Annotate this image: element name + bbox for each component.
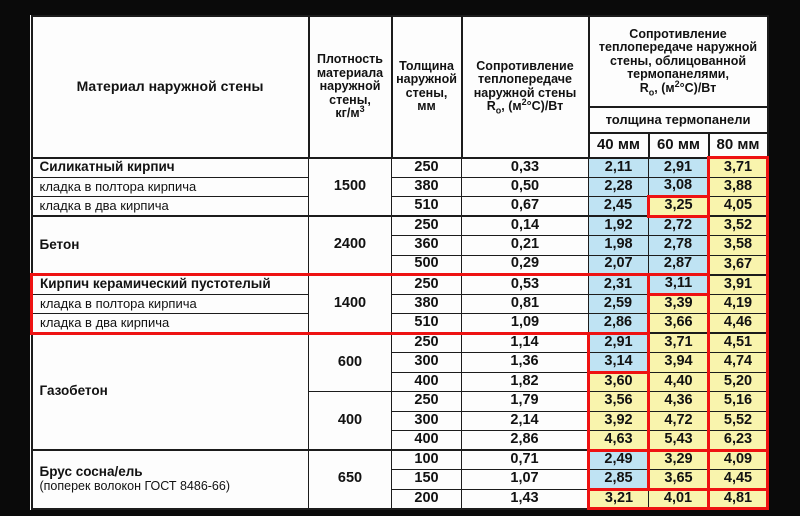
r0-cell: 1,36	[462, 353, 589, 373]
panel-40мм-cell: 3,21	[589, 489, 649, 509]
panel-80мм-cell: 3,52	[709, 216, 768, 236]
panel-80мм-cell: 5,52	[709, 411, 768, 431]
row-g1-1	[32, 158, 768, 178]
r0-cell: 1,82	[462, 372, 589, 392]
panel-40мм-cell: 3,92	[589, 411, 649, 431]
panel-60мм-cell: 2,72	[649, 216, 709, 236]
thickness-cell: 250	[392, 158, 462, 178]
thickness-cell: 200	[392, 489, 462, 509]
material-name-cell: Бетон	[32, 216, 309, 275]
r0-cell: 0,29	[462, 255, 589, 275]
panel-80мм-cell: 5,20	[709, 372, 768, 392]
panel-80мм-cell: 4,74	[709, 353, 768, 373]
panel-80мм-cell: 3,71	[709, 158, 768, 178]
panel-80мм-cell: 3,67	[709, 255, 768, 275]
panel-40мм-cell: 2,59	[589, 294, 649, 314]
panel-60мм-cell: 3,94	[649, 353, 709, 373]
material-name-cell: Брус сосна/ель (поперек волокон ГОСТ 8486-66)	[32, 450, 309, 509]
panel-60мм-cell: 3,39	[649, 294, 709, 314]
panel-80мм-cell: 4,09	[709, 450, 768, 470]
material-sub-cell: кладка в два кирпича	[32, 197, 309, 217]
panel-80мм-cell: 3,58	[709, 236, 768, 256]
panel-40мм-cell: 2,11	[589, 158, 649, 178]
thickness-cell: 400	[392, 431, 462, 451]
density-cell: 400	[309, 392, 392, 451]
panel-80мм-cell: 3,88	[709, 177, 768, 197]
panel-80мм-cell: 6,23	[709, 431, 768, 451]
material-sub-cell: кладка в полтора кирпича	[32, 294, 309, 314]
panel-60мм-cell: 4,40	[649, 372, 709, 392]
thickness-cell: 510	[392, 314, 462, 334]
thickness-cell: 250	[392, 333, 462, 353]
panel-60мм-cell: 4,72	[649, 411, 709, 431]
material-name-cell: Кирпич керамический пустотелый	[32, 275, 309, 295]
density-cell: 1500	[309, 158, 392, 217]
panel-40мм-cell: 2,86	[589, 314, 649, 334]
row-g3-3	[32, 314, 768, 334]
panel-40мм-cell: 2,28	[589, 177, 649, 197]
thickness-cell: 510	[392, 197, 462, 217]
panel-60мм-cell: 4,01	[649, 489, 709, 509]
header-size-60: 60 мм	[649, 133, 709, 158]
r0-cell: 1,07	[462, 470, 589, 490]
header-thickness: Толщина наружной стены, мм	[392, 16, 462, 158]
panel-40мм-cell: 2,91	[589, 333, 649, 353]
r0-cell: 0,67	[462, 197, 589, 217]
panel-80мм-cell: 4,51	[709, 333, 768, 353]
thickness-cell: 150	[392, 470, 462, 490]
panel-80мм-cell: 5,16	[709, 392, 768, 412]
r0-cell: 0,33	[462, 158, 589, 178]
panel-60мм-cell: 2,87	[649, 255, 709, 275]
r0-cell: 1,09	[462, 314, 589, 334]
header-panels-group: Сопротивление теплопередаче наружной стены, облицованной термопанелями, $R_о$, $(м^2^\circ С)/Вт$	[589, 16, 768, 107]
header-material: Материал наружной стены	[32, 16, 309, 158]
r0-cell: 0,81	[462, 294, 589, 314]
material-sub-cell: кладка в полтора кирпича	[32, 177, 309, 197]
r0-cell: 1,79	[462, 392, 589, 412]
r0-cell: 2,14	[462, 411, 589, 431]
panel-60мм-cell: 3,25	[649, 197, 709, 217]
r0-cell: 2,86	[462, 431, 589, 451]
density-cell: 1400	[309, 275, 392, 334]
panel-40мм-cell: 1,92	[589, 216, 649, 236]
header-panel-thickness: толщина термопанели	[589, 107, 768, 133]
thickness-cell: 360	[392, 236, 462, 256]
thickness-cell: 300	[392, 353, 462, 373]
panel-80мм-cell: 4,46	[709, 314, 768, 334]
table-body	[32, 158, 768, 509]
r0-cell: 1,14	[462, 333, 589, 353]
material-sub-cell: кладка в два кирпича	[32, 314, 309, 334]
r0-cell: 0,53	[462, 275, 589, 295]
panel-60мм-cell: 2,78	[649, 236, 709, 256]
row-g1-2	[32, 177, 768, 197]
density-cell: 650	[309, 450, 392, 509]
panel-40мм-cell: 1,98	[589, 236, 649, 256]
row-g4-1	[32, 333, 768, 353]
header-density: Плотность материала наружной стены, $кг/м^3$	[309, 16, 392, 158]
thickness-cell: 380	[392, 177, 462, 197]
panel-80мм-cell: 4,45	[709, 470, 768, 490]
row-g3-2	[32, 294, 768, 314]
panel-60мм-cell: 3,66	[649, 314, 709, 334]
panel-80мм-cell: 4,81	[709, 489, 768, 509]
material-name-cell: Газобетон	[32, 333, 309, 450]
panel-80мм-cell: 4,19	[709, 294, 768, 314]
panel-40мм-cell: 2,85	[589, 470, 649, 490]
thickness-cell: 250	[392, 275, 462, 295]
panel-80мм-cell: 3,91	[709, 275, 768, 295]
thickness-cell: 250	[392, 216, 462, 236]
thermal-resistance-table	[30, 15, 769, 510]
thickness-cell: 380	[392, 294, 462, 314]
panel-60мм-cell: 3,65	[649, 470, 709, 490]
panel-60мм-cell: 4,36	[649, 392, 709, 412]
r0-cell: 0,50	[462, 177, 589, 197]
material-name-cell: Силикатный кирпич	[32, 158, 309, 178]
header-r0: Сопротивление теплопередаче наружной стены $R_о$, $(м^2^\circ С)/Вт$	[462, 16, 589, 158]
panel-60мм-cell: 3,71	[649, 333, 709, 353]
panel-40мм-cell: 3,14	[589, 353, 649, 373]
panel-40мм-cell: 2,45	[589, 197, 649, 217]
thickness-cell: 300	[392, 411, 462, 431]
header-size-40: 40 мм	[589, 133, 649, 158]
density-cell: 600	[309, 333, 392, 392]
panel-60мм-cell: 3,29	[649, 450, 709, 470]
thickness-cell: 400	[392, 372, 462, 392]
row-g3-1	[32, 275, 768, 295]
panel-40мм-cell: 2,07	[589, 255, 649, 275]
panel-40мм-cell: 2,31	[589, 275, 649, 295]
panel-40мм-cell: 2,49	[589, 450, 649, 470]
panel-40мм-cell: 3,60	[589, 372, 649, 392]
thickness-cell: 250	[392, 392, 462, 412]
panel-60мм-cell: 3,11	[649, 275, 709, 295]
r0-cell: 1,43	[462, 489, 589, 509]
r0-cell: 0,21	[462, 236, 589, 256]
thickness-cell: 100	[392, 450, 462, 470]
header-size-80: 80 мм	[709, 133, 768, 158]
panel-60мм-cell: 2,91	[649, 158, 709, 178]
panel-40мм-cell: 3,56	[589, 392, 649, 412]
r0-cell: 0,14	[462, 216, 589, 236]
panel-60мм-cell: 5,43	[649, 431, 709, 451]
row-g5-1	[32, 450, 768, 470]
panel-60мм-cell: 3,08	[649, 177, 709, 197]
row-g1-3	[32, 197, 768, 217]
thickness-cell: 500	[392, 255, 462, 275]
panel-40мм-cell: 4,63	[589, 431, 649, 451]
row-g2-1	[32, 216, 768, 236]
r0-cell: 0,71	[462, 450, 589, 470]
density-cell: 2400	[309, 216, 392, 275]
panel-80мм-cell: 4,05	[709, 197, 768, 217]
